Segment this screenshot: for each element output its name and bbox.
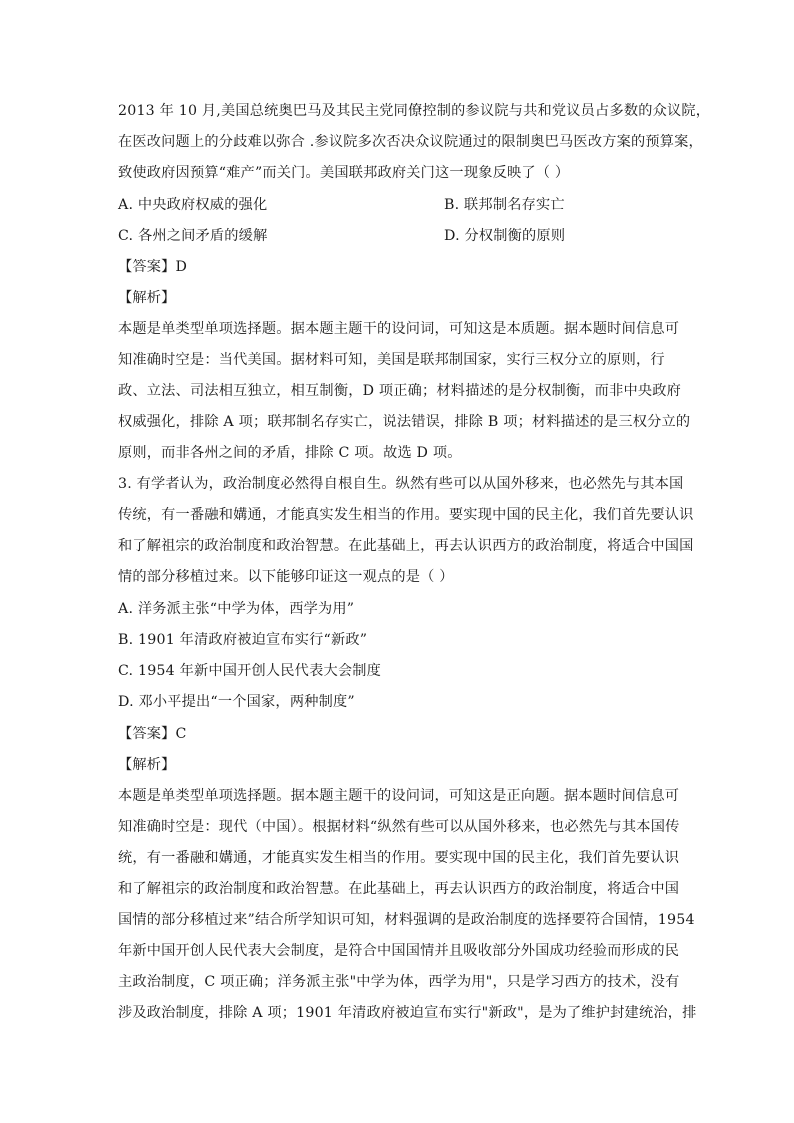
q2-analysis-line-4: 权威强化，排除 A 项；联邦制名存实亡，说法错误，排除 B 项；材料描述的是三权分立的	[118, 414, 691, 430]
q3-stem-line-1: 3. 有学者认为，政治制度必然得自根自生。纵然有些可以从国外移来，也必然先与其本国	[118, 476, 684, 492]
q2-stem-line-1: 2013 年 10 月,美国总统奥巴马及其民主党同僚控制的参议院与共和党议员占多数的众议院，	[118, 103, 711, 119]
q3-answer: 【答案】C	[118, 726, 187, 742]
q3-stem-line-3: 和了解祖宗的政治制度和政治智慧。在此基础上，再去认识西方的政治制度，将适合中国国	[118, 538, 694, 554]
q3-analysis-label: 【解析】	[118, 757, 176, 773]
q3-analysis-line-6: 年新中国开创人民代表大会制度，是符合中国国情并且吸收部分外国成功经验而形成的民	[118, 943, 680, 959]
q2-analysis-line-2: 知准确时空是：当代美国。据材料可知，美国是联邦制国家，实行三权分立的原则，行	[118, 352, 665, 368]
q2-option-a: A. 中央政府权威的强化	[118, 197, 268, 213]
q3-analysis-line-2: 知准确时空是：现代（中国）。根据材料“纵然有些可以从国外移来，也必然先与其本国传	[118, 819, 680, 835]
q3-analysis-line-3: 统，有一番融和媾通，才能真实发生相当的作用。要实现中国的民主化，我们首先要认识	[118, 850, 680, 866]
q2-analysis-line-3: 政、立法、司法相互独立，相互制衡，D 项正确；材料描述的是分权制衡，而非中央政府	[118, 383, 682, 399]
q3-option-a: A. 洋务派主张“中学为体，西学为用”	[118, 601, 355, 617]
q2-stem-line-3: 致使政府因预算“难产”而关门。美国联邦政府关门这一现象反映了（ ）	[118, 165, 570, 181]
q3-stem-line-4: 情的部分移植过来。以下能够印证这一观点的是（ ）	[118, 569, 454, 585]
q3-option-c: C. 1954 年新中国开创人民代表大会制度	[118, 663, 382, 679]
q3-analysis-line-7: 主政治制度，C 项正确；洋务派主张"中学为体，西学为用"，只是学习西方的技术，没有	[118, 974, 680, 990]
q2-option-d: D. 分权制衡的原则	[444, 228, 566, 244]
q3-analysis-line-8: 涉及政治制度，排除 A 项；1901 年清政府被迫宣布实行"新政"，是为了维护封建统治，排	[118, 1005, 697, 1021]
q2-answer: 【答案】D	[118, 259, 188, 275]
q3-stem-line-2: 传统，有一番融和媾通，才能真实发生相当的作用。要实现中国的民主化，我们首先要认识	[118, 507, 694, 523]
q3-analysis-line-5: 国情的部分移植过来”结合所学知识可知，材料强调的是政治制度的选择要符合国情，1954	[118, 912, 695, 928]
q2-option-c: C. 各州之间矛盾的缓解	[118, 228, 268, 244]
q2-stem-line-2: 在医改问题上的分歧难以弥合 .参议院多次否决众议院通过的限制奥巴马医改方案的预算案，	[118, 134, 703, 150]
q3-option-b: B. 1901 年清政府被迫宣布实行“新政”	[118, 632, 368, 648]
q2-analysis-line-5: 原则，而非各州之间的矛盾，排除 C 项。故选 D 项。	[118, 445, 462, 461]
q2-analysis-label: 【解析】	[118, 290, 176, 306]
q2-option-b: B. 联邦制名存实亡	[444, 197, 565, 213]
q3-option-d: D. 邓小平提出“一个国家，两种制度”	[118, 694, 355, 710]
q2-analysis-line-1: 本题是单类型单项选择题。据本题主题干的设问词，可知这是本质题。据本题时间信息可	[118, 321, 680, 337]
q3-analysis-line-4: 和了解祖宗的政治制度和政治智慧。在此基础上，再去认识西方的政治制度，将适合中国	[118, 881, 680, 897]
q3-analysis-line-1: 本题是单类型单项选择题。据本题主题干的设问词，可知这是正向题。据本题时间信息可	[118, 788, 680, 804]
